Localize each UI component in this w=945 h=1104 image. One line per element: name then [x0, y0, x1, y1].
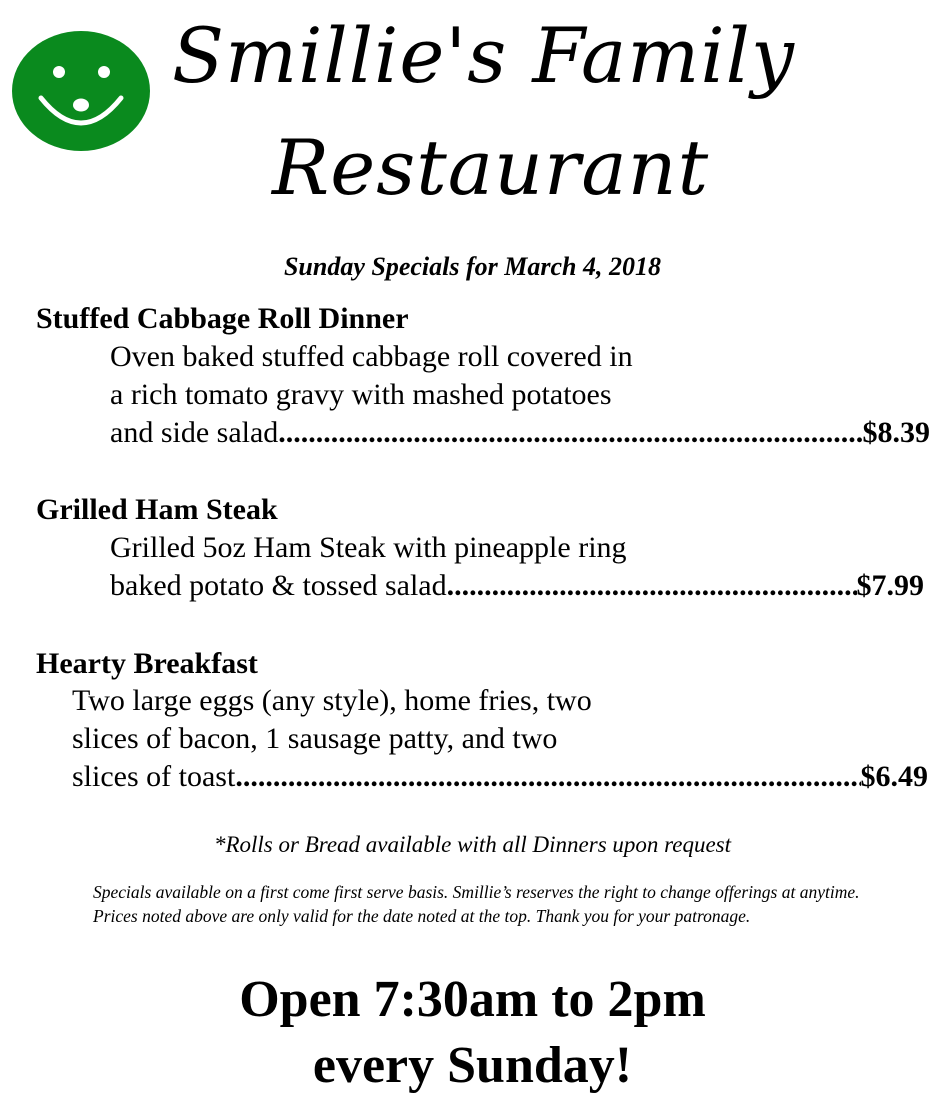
menu-item-name-hearty-breakfast: Hearty Breakfast — [36, 647, 258, 680]
dot-leader — [278, 418, 862, 448]
smiley-face-icon — [11, 30, 151, 152]
menu-item-name-ham-steak: Grilled Ham Steak — [36, 493, 278, 526]
menu-item-description-line: and side salad — [110, 416, 279, 449]
menu-item-name-cabbage-roll: Stuffed Cabbage Roll Dinner — [36, 302, 409, 335]
menu-item-description-line: slices of toast — [72, 760, 236, 793]
dot-leader — [447, 571, 857, 601]
menu-item-description-line: baked potato & tossed salad — [110, 569, 447, 602]
dot-leader — [235, 762, 860, 792]
restaurant-title-line2: Restaurant — [272, 123, 710, 212]
menu-item-description-line: a rich tomato gravy with mashed potatoes — [110, 378, 612, 411]
opening-hours-line1: Open 7:30am to 2pm — [239, 971, 706, 1028]
specials-fine-print: Specials available on a first come first serve basis. Smillie’s reserves the right to change offerings at anytime. Prices noted above are only valid for the date noted at the top. Thank you for your patronage. — [93, 882, 860, 926]
menu-item-price: $8.39 — [862, 416, 930, 449]
menu-item-description-line: Grilled 5oz Ham Steak with pineapple ring — [110, 531, 627, 564]
specials-date-subtitle: Sunday Specials for March 4, 2018 — [283, 252, 662, 281]
menu-item-price-line — [110, 418, 930, 448]
bread-availability-note: *Rolls or Bread available with all Dinners upon request — [213, 832, 732, 857]
menu-item-price: $7.99 — [856, 569, 924, 602]
menu-item-price-line — [72, 762, 928, 792]
menu-item-description-line: slices of bacon, 1 sausage patty, and two — [72, 722, 558, 755]
restaurant-title-line1: Smillie's Family — [172, 11, 795, 100]
menu-item-description-line: Oven baked stuffed cabbage roll covered in — [110, 340, 633, 373]
opening-hours-line2: every Sunday! — [312, 1037, 633, 1094]
menu-item-description-line: Two large eggs (any style), home fries, two — [72, 684, 592, 717]
menu-item-price: $6.49 — [860, 760, 928, 793]
menu-item-price-line — [110, 571, 924, 601]
